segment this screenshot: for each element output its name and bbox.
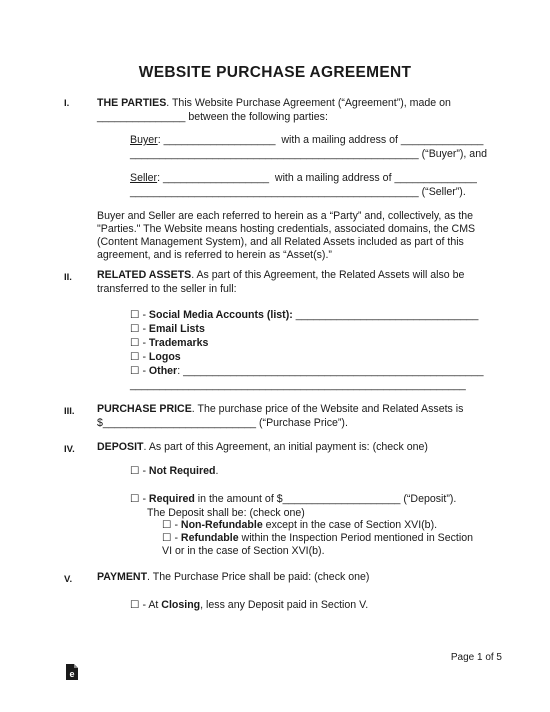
checkbox[interactable]: ☐ <box>130 351 140 363</box>
eforms-logo-icon <box>66 664 78 680</box>
asset-label: Trademarks <box>148 337 209 349</box>
asset-label: Other <box>148 365 178 377</box>
payment-option-closing: ☐ - At Closing, less any Deposit paid in Section V. <box>130 599 369 611</box>
option-label: Non-Refundable <box>180 519 263 531</box>
checkbox[interactable]: ☐ <box>130 365 140 377</box>
deposit-option-not-required: ☐ - Not Required. <box>130 465 219 477</box>
asset-item-trademarks: ☐ - Trademarks <box>130 337 209 349</box>
parties-paragraph-line3: (Content Management System), and all Related Assets included as part of this <box>97 236 464 248</box>
section-heading: PAYMENT <box>97 571 148 583</box>
seller-fields: : __________________ with a mailing address of ______________ <box>157 172 477 184</box>
option-text: in the amount of $____________________ (“Deposit”). <box>194 493 457 505</box>
buyer-line2: _________________________________________________ (“Buyer”), and <box>130 148 487 160</box>
seller-line1 <box>130 171 477 185</box>
section-heading: THE PARTIES <box>97 97 167 109</box>
asset-item-logos: ☐ - Logos <box>130 351 181 363</box>
checkbox[interactable]: ☐ <box>130 309 140 321</box>
section-number: I. <box>64 98 70 109</box>
section-text: . As part of this Agreement, the Related Assets will also be <box>191 269 465 281</box>
option-label: Closing <box>161 599 201 611</box>
asset-other-line2: _________________________________________________________ <box>130 379 466 391</box>
section-assets-line1 <box>97 268 464 282</box>
option-label: Refundable <box>180 532 239 544</box>
section-text: . As part of this Agreement, an initial payment is: (check one) <box>143 441 428 453</box>
option-label: Not Required <box>148 465 216 477</box>
asset-label: Email Lists <box>148 323 205 335</box>
checkbox[interactable]: ☐ <box>130 465 140 477</box>
parties-paragraph-line1: Buyer and Seller are each referred to herein as a “Party” and, collectively, as the <box>97 210 474 222</box>
section-heading: DEPOSIT <box>97 441 144 453</box>
option-text: within the Inspection Period mentioned in Section <box>238 532 473 544</box>
section-price-line1 <box>97 402 463 416</box>
section-payment-line1 <box>97 570 369 584</box>
deposit-option-required: ☐ - Required in the amount of $____________________ (“Deposit”). <box>130 493 457 505</box>
checkbox[interactable]: ☐ <box>162 519 172 531</box>
buyer-fields: : ___________________ with a mailing address of ______________ <box>157 134 484 146</box>
deposit-shall-be: The Deposit shall be: (check one) <box>147 507 305 519</box>
deposit-sub-non-refundable: ☐ - Non-Refundable except in the case of Section XVI(b). <box>162 519 438 531</box>
parties-paragraph-line4: agreement, and is referred to herein as “Asset(s).” <box>97 249 332 261</box>
section-assets-line2: transferred to the seller in full: <box>97 283 237 295</box>
option-text: , less any Deposit paid in Section V. <box>200 599 369 611</box>
section-number: III. <box>64 406 75 417</box>
checkbox[interactable]: ☐ <box>162 532 172 544</box>
buyer-line1 <box>130 133 483 147</box>
section-parties-line1 <box>97 96 451 110</box>
asset-field: : ___________________________________________________ <box>177 365 484 377</box>
checkbox[interactable]: ☐ <box>130 599 140 611</box>
parties-paragraph-line2: "Parties." The Website means hosting credentials, associated domains, the CMS <box>97 223 476 235</box>
section-price-line2: $__________________________ (“Purchase Price”). <box>97 417 348 429</box>
asset-field: _______________________________ <box>292 309 479 321</box>
asset-label: Social Media Accounts (list): <box>148 309 293 321</box>
section-parties-line2: _______________ between the following parties: <box>97 111 328 123</box>
deposit-sub-refundable-line2: VI or in the case of Section XVI(b). <box>162 545 325 557</box>
document-title: WEBSITE PURCHASE AGREEMENT <box>138 64 412 81</box>
section-text: . The Purchase Price shall be paid: (check one) <box>147 571 370 583</box>
section-heading: PURCHASE PRICE <box>97 403 192 415</box>
option-label: Required <box>148 493 195 505</box>
page-number: Page 1 of 5 <box>450 652 502 663</box>
asset-item-social: ☐ - Social Media Accounts (list): _______________________________ <box>130 309 479 321</box>
asset-item-email: ☐ - Email Lists <box>130 323 205 335</box>
asset-label: Logos <box>148 351 181 363</box>
deposit-sub-refundable: ☐ - Refundable within the Inspection Period mentioned in Section <box>162 532 473 544</box>
asset-item-other: ☐ - Other: ___________________________________________________ <box>130 365 484 377</box>
section-text: . This Website Purchase Agreement (“Agreement”), made on <box>166 97 451 109</box>
section-deposit-line1 <box>97 440 428 454</box>
seller-label: Seller <box>130 172 158 184</box>
checkbox[interactable]: ☐ <box>130 337 140 349</box>
section-number: II. <box>64 272 72 283</box>
buyer-label: Buyer <box>130 134 158 146</box>
section-text: . The purchase price of the Website and Related Assets is <box>191 403 464 415</box>
seller-line2: _________________________________________________ (“Seller”). <box>130 186 466 198</box>
checkbox[interactable]: ☐ <box>130 323 140 335</box>
svg-text:e: e <box>69 669 75 679</box>
checkbox[interactable]: ☐ <box>130 493 140 505</box>
section-heading: RELATED ASSETS <box>97 269 192 281</box>
section-number: V. <box>64 574 73 585</box>
section-number: IV. <box>64 444 75 455</box>
option-text: except in the case of Section XVI(b). <box>262 519 438 531</box>
